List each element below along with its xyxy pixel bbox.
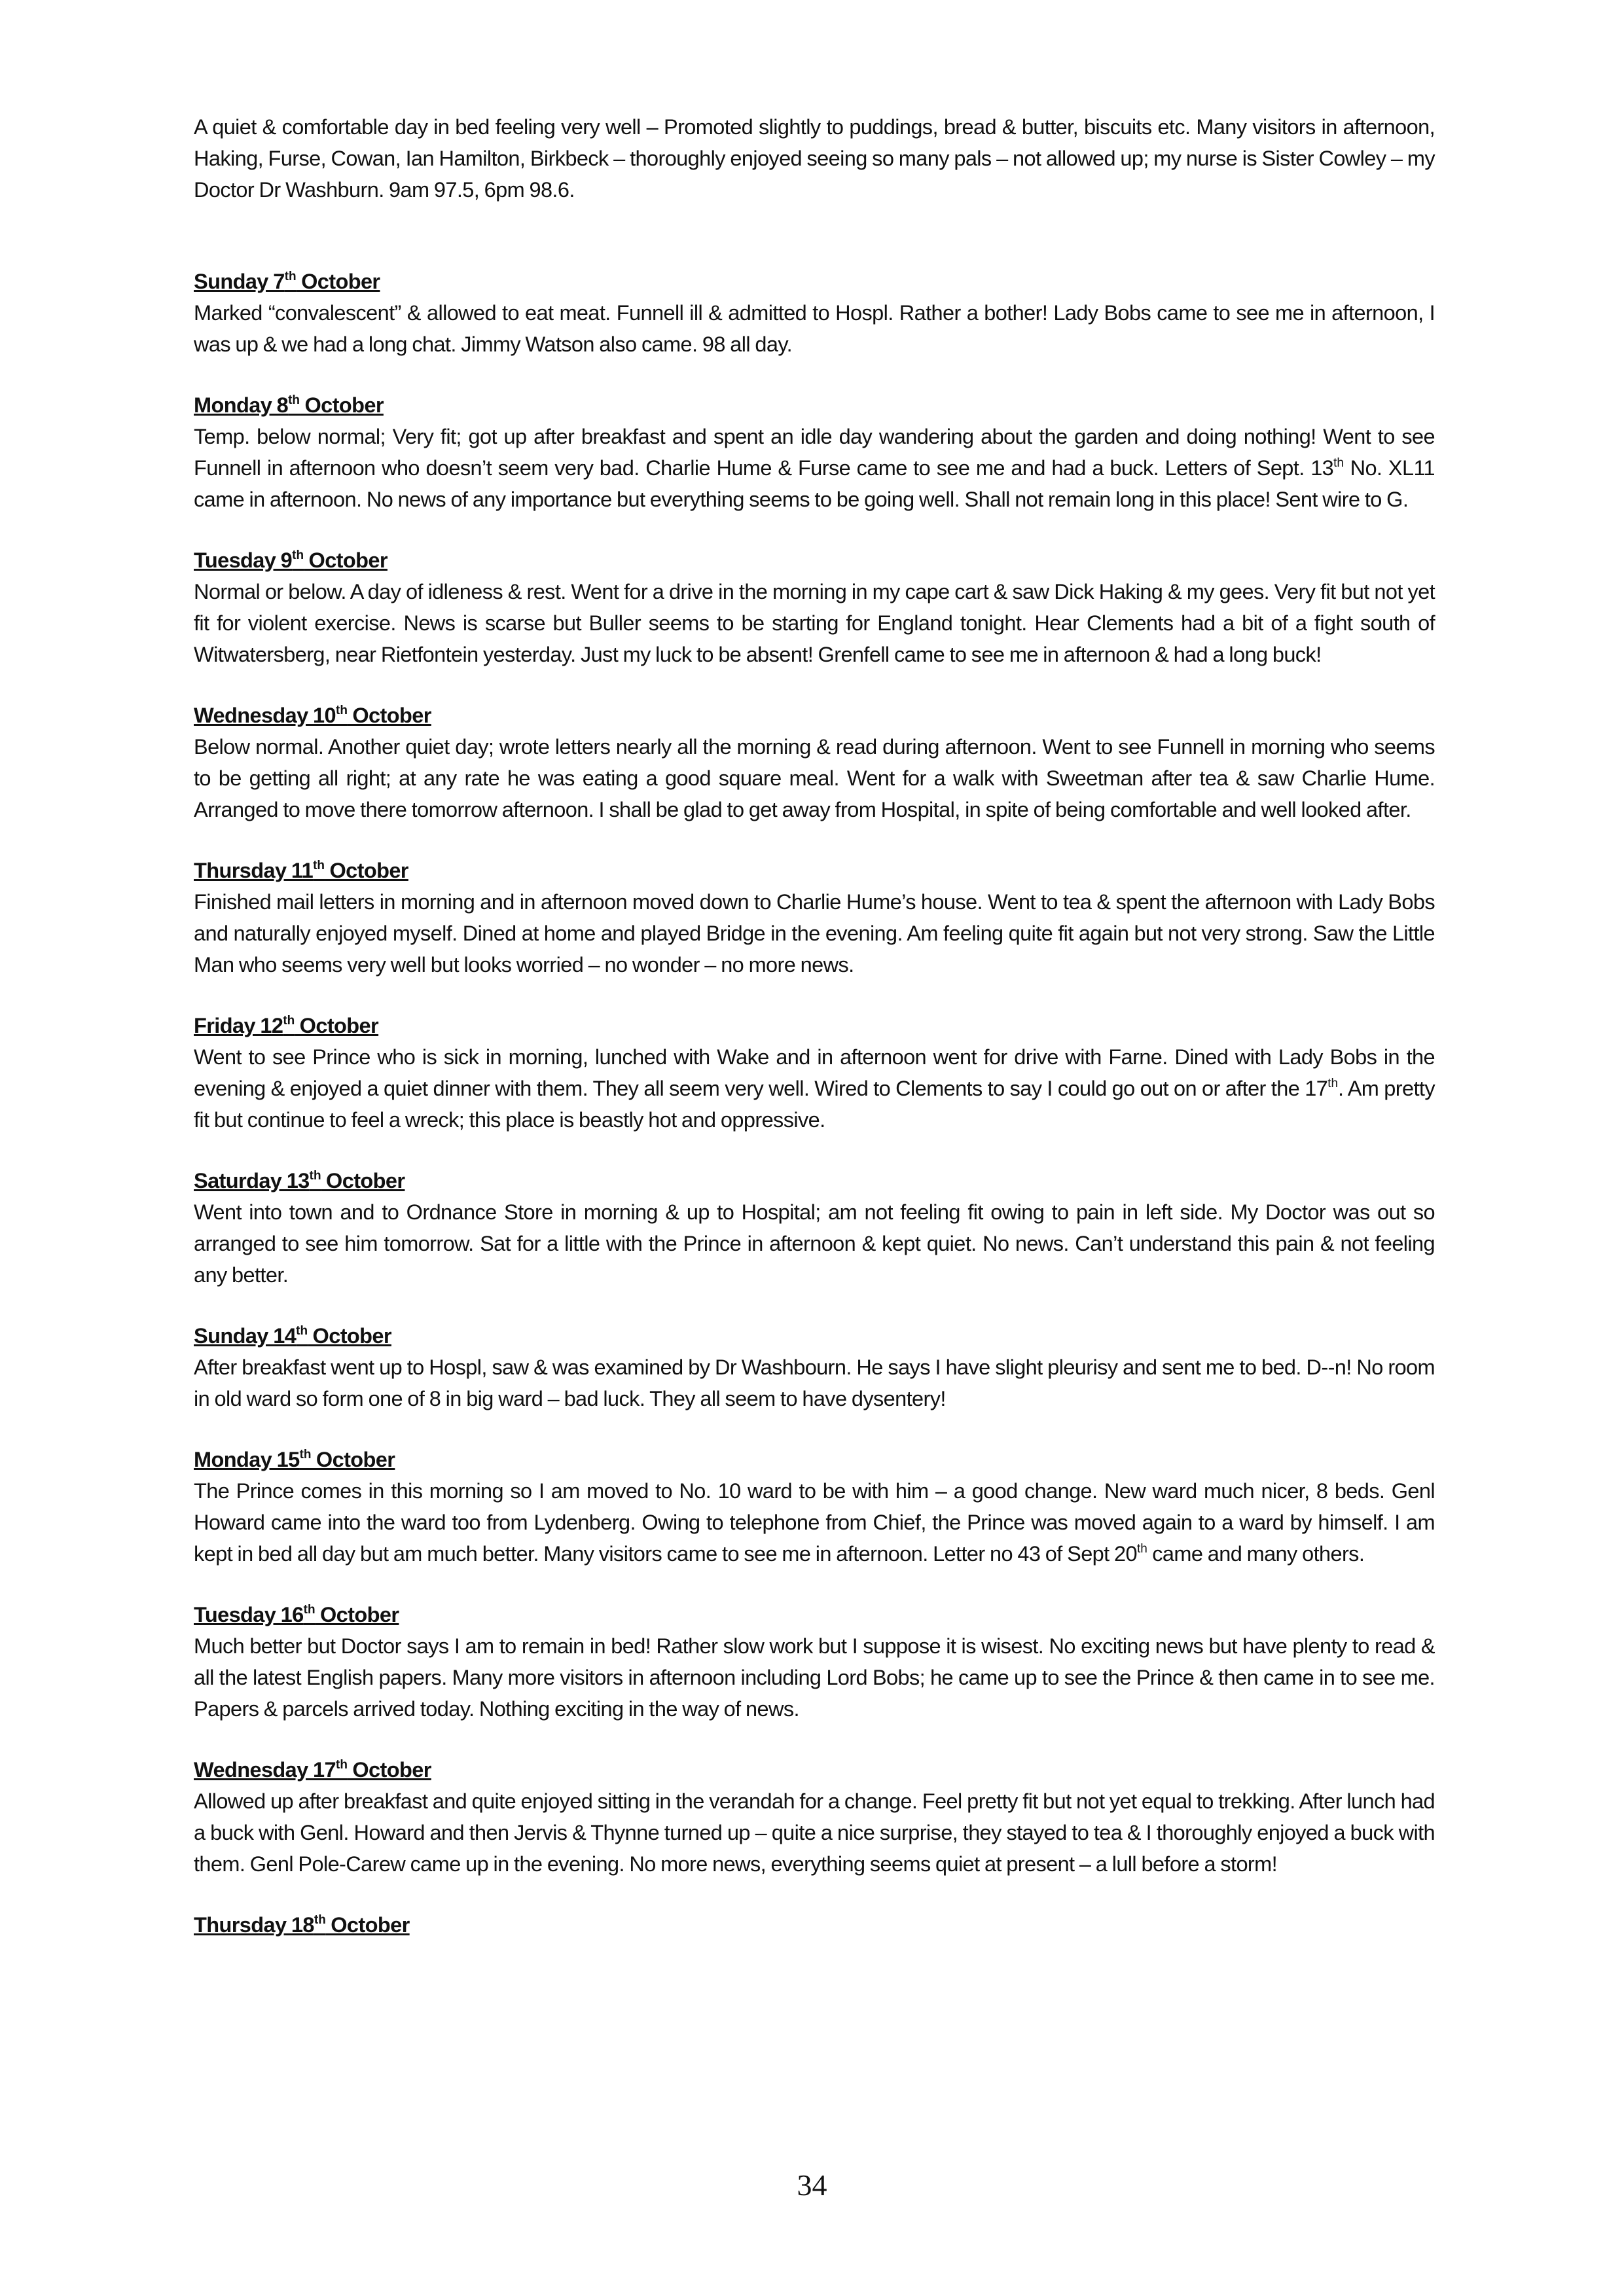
ordinal-suffix: th [1327, 1077, 1339, 1090]
entry-date-heading [194, 266, 1435, 297]
entry-month: October [295, 1014, 379, 1037]
entry-day: Sunday 14 [194, 1324, 297, 1348]
entry-body [194, 731, 1435, 825]
entry-month: October [347, 1758, 431, 1782]
entry-text: Below normal. Another quiet day; wrote letters nearly all the morning & read during afternoon. Went to see Funnell in morning who seems to be getting all right; at any rate he was eating a good square meal. Went for a walk with Sweetman after tea & saw Charlie Hume. Arranged to move there tomorrow afternoon. I shall be glad to get away from Hospital, in spite of being comfortable and well looked after. [194, 735, 1435, 821]
entry-day: Sunday 7 [194, 270, 285, 293]
entry-date-heading [194, 545, 1435, 576]
entry-text: Went to see Prince who is sick in morning, lunched with Wake and in afternoon went for drive with Farne. Dined with Lady Bobs in the evening & enjoyed a quiet dinner with them. They all seem very well. Wired to Clements to say I could go out on or after the 17 [194, 1045, 1435, 1100]
entry-month: October [300, 393, 384, 417]
entry-date-heading [194, 1599, 1435, 1630]
diary-entries [194, 266, 1435, 1941]
ordinal-suffix: th [296, 1324, 308, 1338]
diary-entry [194, 1320, 1435, 1414]
entry-day: Thursday 18 [194, 1913, 314, 1937]
entry-day: Monday 8 [194, 393, 289, 417]
entry-month: October [296, 270, 380, 293]
entry-text: After breakfast went up to Hospl, saw & was examined by Dr Washbourn. He says I have slight pleurisy and sent me to bed. D--n! No room in old ward so form one of 8 in big ward – bad luck. They all seem to have dysentery! [194, 1355, 1435, 1410]
entry-text: . Am pretty fit but continue to feel a wreck; this place is beastly hot and oppressive. [194, 1077, 1435, 1132]
entry-date-heading [194, 1754, 1435, 1785]
entry-date-heading [194, 1909, 1435, 1941]
diary-entry [194, 1909, 1435, 1941]
entry-day: Wednesday 17 [194, 1758, 336, 1782]
entry-body [194, 1630, 1435, 1725]
diary-entry [194, 1165, 1435, 1291]
entry-body [194, 886, 1435, 980]
entry-body [194, 1475, 1435, 1570]
diary-content [194, 111, 1435, 1970]
entry-month: October [325, 859, 408, 882]
entry-day: Friday 12 [194, 1014, 283, 1037]
entry-date-heading [194, 1010, 1435, 1041]
entry-text: Marked “convalescent” & allowed to eat meat. Funnell ill & admitted to Hospl. Rather a bother! Lady Bobs came to see me in afternoon, I was up & we had a long chat. Jimmy Watson also came. 98 all day. [194, 301, 1435, 356]
entry-day: Tuesday 9 [194, 548, 293, 572]
entry-text: Temp. below normal; Very fit; got up after breakfast and spent an idle day wandering about the garden and doing nothing! Went to see Funnell in afternoon who doesn’t seem very bad. Charlie Hume & Furse came to see me and had a buck. Letters of Sept. 13 [194, 425, 1435, 480]
entry-body [194, 297, 1435, 360]
ordinal-suffix: th [336, 704, 348, 717]
ordinal-suffix: th [292, 548, 304, 562]
entry-text: Allowed up after breakfast and quite enjoyed sitting in the verandah for a change. Feel pretty fit but not yet equal to trekking. After lunch had a buck with Genl. Howard and then Jervis & Thynne turned up – quite a nice surprise, they stayed to tea & I thoroughly enjoyed a buck with them. Genl Pole-Carew came up in the evening. No more news, everything seems quiet at present – a lull before a storm! [194, 1789, 1435, 1876]
ordinal-suffix: th [309, 1169, 321, 1183]
diary-entry [194, 1599, 1435, 1725]
ordinal-suffix: th [314, 1913, 326, 1927]
ordinal-suffix: th [303, 1603, 316, 1617]
entry-text: came and many others. [1147, 1542, 1365, 1566]
diary-entry [194, 1754, 1435, 1880]
entry-date-heading [194, 1165, 1435, 1196]
entry-body [194, 421, 1435, 515]
entry-body [194, 576, 1435, 670]
entry-text: Much better but Doctor says I am to remain in bed! Rather slow work but I suppose it is wisest. No exciting news but have plenty to read & all the latest English papers. Many more visitors in afternoon including Lord Bobs; he came up to see the Prince & then came in to see me. Papers & parcels arrived today. Nothing exciting in the way of news. [194, 1634, 1435, 1721]
diary-entry [194, 700, 1435, 825]
ordinal-suffix: th [313, 859, 325, 872]
entry-text: Normal or below. A day of idleness & rest. Went for a drive in the morning in my cape cart & saw Dick Haking & my gees. Very fit but not yet fit for violent exercise. News is scarse but Buller seems to be starting for England tonight. Hear Clements had a bit of a fight south of Witwatersberg, near Rietfontein yesterday. Just my luck to be absent! Grenfell came to see me in afternoon & had a long buck! [194, 580, 1435, 666]
entry-month: October [347, 704, 431, 727]
ordinal-suffix: th [288, 393, 300, 407]
entry-date-heading [194, 1320, 1435, 1352]
entry-date-heading [194, 855, 1435, 886]
diary-entry [194, 1010, 1435, 1136]
ordinal-suffix: th [1333, 456, 1344, 470]
entry-month: October [321, 1169, 405, 1193]
entry-day: Saturday 13 [194, 1169, 310, 1193]
diary-entry [194, 855, 1435, 980]
entry-month: October [308, 1324, 391, 1348]
entry-text: Finished mail letters in morning and in afternoon moved down to Charlie Hume’s house. Went to tea & spent the afternoon with Lady Bobs and naturally enjoyed myself. Dined at home and played Bridge in the evening. Am feeling quite fit again but not very strong. Saw the Little Man who seems very well but looks worried – no wonder – no more news. [194, 890, 1435, 977]
ordinal-suffix: th [284, 270, 297, 283]
entry-date-heading [194, 389, 1435, 421]
ordinal-suffix: th [336, 1758, 348, 1772]
intro-paragraph: A quiet & comfortable day in bed feeling very well – Promoted slightly to puddings, bread & butter, biscuits etc. Many visitors in afternoon, Haking, Furse, Cowan, Ian Hamilton, Birkbeck – thoroughly enjoyed seeing so many pals – not allowed up; my nurse is Sister Cowley – my Doctor Dr Washburn. 9am 97.5, 6pm 98.6. [194, 115, 1435, 202]
entry-text: No. XL11 came in afternoon. No news of any importance but everything seems to be going well. Shall not remain long in this place! Sent wire to G. [194, 456, 1435, 511]
entry-body [194, 1041, 1435, 1136]
entry-body [194, 1196, 1435, 1291]
ordinal-suffix: th [1136, 1542, 1147, 1556]
ordinal-suffix: th [299, 1448, 312, 1462]
entry-day: Wednesday 10 [194, 704, 336, 727]
entry-date-heading [194, 1444, 1435, 1475]
entry-text: Went into town and to Ordnance Store in morning & up to Hospital; am not feeling fit owing to pain in left side. My Doctor was out so arranged to see him tomorrow. Sat for a little with the Prince in afternoon & kept quiet. No news. Can’t understand this pain & not feeling any better. [194, 1200, 1435, 1287]
entry-body [194, 1785, 1435, 1880]
entry-day: Thursday 11 [194, 859, 314, 882]
diary-entry [194, 545, 1435, 670]
entry-month: October [304, 548, 388, 572]
page-number: 34 [797, 2168, 827, 2202]
diary-entry [194, 1444, 1435, 1570]
entry-month: October [315, 1603, 399, 1626]
diary-entry [194, 389, 1435, 515]
entry-day: Monday 15 [194, 1448, 300, 1471]
diary-entry [194, 266, 1435, 360]
ordinal-suffix: th [283, 1014, 295, 1028]
entry-text: The Prince comes in this morning so I am moved to No. 10 ward to be with him – a good change. New ward much nicer, 8 beds. Genl Howard came into the ward too from Lydenberg. Owing to telephone from Chief, the Prince was moved again to a ward by himself. I am kept in bed all day but am much better. Many visitors came to see me in afternoon. Letter no 43 of Sept 20 [194, 1479, 1435, 1566]
entry-month: October [325, 1913, 410, 1937]
entry-month: October [311, 1448, 395, 1471]
entry-day: Tuesday 16 [194, 1603, 304, 1626]
entry-body [194, 1352, 1435, 1414]
entry-date-heading [194, 700, 1435, 731]
